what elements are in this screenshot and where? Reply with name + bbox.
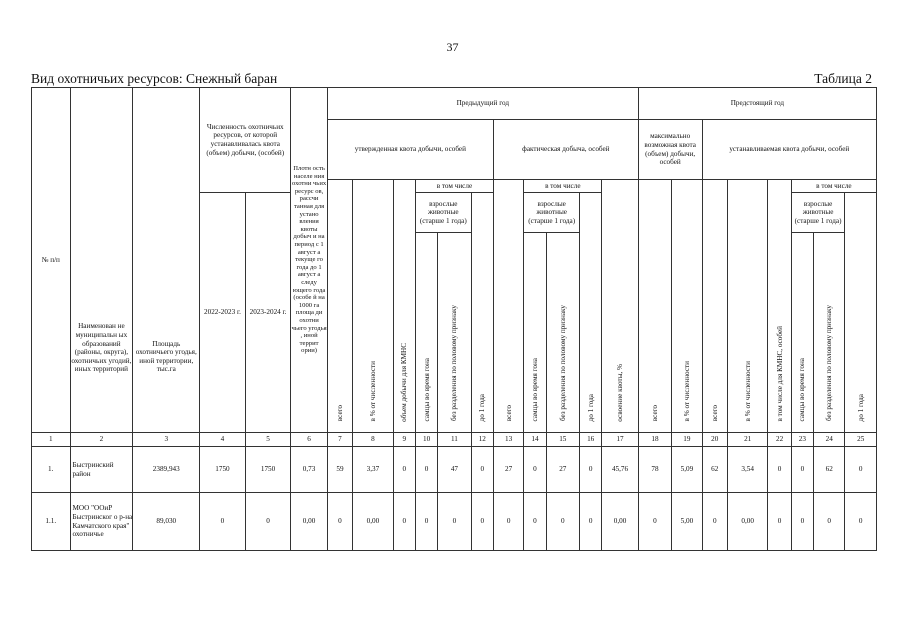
column-number: 6 bbox=[291, 433, 327, 447]
document-title: Вид охотничьих ресурсов: Снежный баран bbox=[31, 71, 278, 86]
column-number: 13 bbox=[493, 433, 523, 447]
table-cell: 27 bbox=[546, 447, 579, 493]
table-cell: 0 bbox=[814, 493, 845, 551]
table-cell: 0 bbox=[524, 493, 546, 551]
header-set-pct: в % от численности bbox=[727, 180, 768, 433]
quota-table bbox=[31, 87, 877, 551]
header-set-adults: взрослые животные (старше 1 года) bbox=[791, 193, 845, 233]
header-max-pct: в % от численности bbox=[672, 180, 702, 433]
header-approved-adults: взрослые животные (старше 1 года) bbox=[415, 193, 471, 233]
column-number: 8 bbox=[353, 433, 394, 447]
header-actual-harvest: фактическая добыча, особей bbox=[493, 120, 638, 180]
table-cell: 59 bbox=[327, 447, 352, 493]
table-cell: 0 bbox=[415, 447, 437, 493]
table-cell: 0 bbox=[768, 447, 791, 493]
column-number: 20 bbox=[702, 433, 727, 447]
table-cell: 5,09 bbox=[672, 447, 702, 493]
table-cell: 0 bbox=[471, 447, 493, 493]
table-cell: 0 bbox=[393, 493, 415, 551]
column-number: 1 bbox=[32, 433, 71, 447]
header-max-quota: максимально возможная квота (объем) добычи, особей bbox=[638, 120, 702, 180]
table-cell: 0 bbox=[580, 447, 602, 493]
table-cell: 78 bbox=[638, 447, 671, 493]
column-number: 16 bbox=[580, 433, 602, 447]
header-quota-use: освоение квоты, % bbox=[602, 180, 638, 433]
column-number: 24 bbox=[814, 433, 845, 447]
table-cell: 3,37 bbox=[353, 447, 394, 493]
header-approved-quota: утвержденная квота добычи, особей bbox=[327, 120, 493, 180]
column-number: 3 bbox=[133, 433, 200, 447]
header-actual-total: всего bbox=[493, 180, 523, 433]
header-approved-total: всего bbox=[327, 180, 352, 433]
table-cell: 0 bbox=[245, 493, 291, 551]
column-number: 11 bbox=[438, 433, 471, 447]
column-number: 9 bbox=[393, 433, 415, 447]
table-cell: 0 bbox=[200, 493, 246, 551]
header-set-including: в том числе bbox=[791, 180, 876, 193]
header-actual-adults: взрослые животные (старше 1 года) bbox=[524, 193, 580, 233]
table-cell: 0 bbox=[791, 447, 813, 493]
table-row bbox=[32, 447, 877, 493]
table-cell: 3,54 bbox=[727, 447, 768, 493]
header-approved-pct: в % от численности bbox=[353, 180, 394, 433]
column-number: 2 bbox=[70, 433, 133, 447]
header-set-total: всего bbox=[702, 180, 727, 433]
column-number: 17 bbox=[602, 433, 638, 447]
table-cell: 89,030 bbox=[133, 493, 200, 551]
header-name: Наименован не муниципальн ых образований (районы, округа), охотничьих угодий, иных территорий bbox=[70, 88, 133, 433]
table-cell: 1750 bbox=[245, 447, 291, 493]
header-population: Численность охотничьих ресурсов, от которой устанавливалась квота (объем) добычи, (особей) bbox=[200, 88, 291, 193]
column-number: 14 bbox=[524, 433, 546, 447]
table-cell: 0,00 bbox=[291, 493, 327, 551]
column-number: 4 bbox=[200, 433, 246, 447]
table-cell: 0,73 bbox=[291, 447, 327, 493]
table-cell: 0,00 bbox=[602, 493, 638, 551]
header-density: Плотн ость населе ния охотни чьих ресурс ов, рассчи танная для устано вления квоты добыч и на период с 1 август а текуще го года до 1 август а следу ющего года (особе й на 1000 га площа ди охотни чьего угодья , иной террит ории) bbox=[291, 88, 327, 433]
table-label: Таблица 2 bbox=[814, 71, 872, 86]
table-cell: 0 bbox=[580, 493, 602, 551]
header-approved-nosex: без разделения по половому признаку bbox=[438, 233, 471, 433]
header-prev-year: Предыдущий год bbox=[327, 88, 638, 120]
column-number: 12 bbox=[471, 433, 493, 447]
table-cell: 0 bbox=[524, 447, 546, 493]
table-cell: 0 bbox=[415, 493, 437, 551]
header-area: Площадь охотничьего угодья, иной территории, тыс.га bbox=[133, 88, 200, 433]
table-cell: 0 bbox=[471, 493, 493, 551]
header-kmns-volume: объем добычи для КМНС bbox=[393, 180, 415, 433]
header-actual-nosex: без разделения по половому признаку bbox=[546, 233, 579, 433]
table-cell: 0 bbox=[768, 493, 791, 551]
header-period-1: 2022-2023 г. bbox=[200, 193, 246, 433]
table-cell: 0 bbox=[546, 493, 579, 551]
header-kmns-incl: в том числе для КМНС, особей bbox=[768, 180, 791, 433]
table-cell: 1.1. bbox=[32, 493, 71, 551]
table-cell: 62 bbox=[814, 447, 845, 493]
table-cell: 0 bbox=[393, 447, 415, 493]
column-number: 25 bbox=[845, 433, 877, 447]
table-cell: 0 bbox=[845, 493, 877, 551]
header-set-nosex: без разделения по половому признаку bbox=[814, 233, 845, 433]
header-set-quota: устанавливаемая квота добычи, особей bbox=[702, 120, 876, 180]
header-set-males: самцы во время гона bbox=[791, 233, 813, 433]
header-approved-under1: до 1 года bbox=[471, 193, 493, 433]
table-cell: 45,76 bbox=[602, 447, 638, 493]
column-number: 18 bbox=[638, 433, 671, 447]
header-actual-including: в том числе bbox=[524, 180, 602, 193]
header-max-total: всего bbox=[638, 180, 671, 433]
column-number: 10 bbox=[415, 433, 437, 447]
header-period-2: 2023-2024 г. bbox=[245, 193, 291, 433]
table-cell: МОО "ООиР Быстринског о р-на Камчатского края" охотничье bbox=[70, 493, 133, 551]
header-approved-males: самцы во время гона bbox=[415, 233, 437, 433]
table-cell: 2389,943 bbox=[133, 447, 200, 493]
column-number: 5 bbox=[245, 433, 291, 447]
table-cell: 0 bbox=[493, 493, 523, 551]
table-cell: Быстринский район bbox=[70, 447, 133, 493]
table-cell: 0 bbox=[845, 447, 877, 493]
column-number: 22 bbox=[768, 433, 791, 447]
table-row bbox=[32, 493, 877, 551]
table-cell: 5,00 bbox=[672, 493, 702, 551]
header-next-year: Предстоящий год bbox=[638, 88, 876, 120]
column-number: 7 bbox=[327, 433, 352, 447]
column-number: 19 bbox=[672, 433, 702, 447]
table-cell: 62 bbox=[702, 447, 727, 493]
table-cell: 1750 bbox=[200, 447, 246, 493]
column-number: 21 bbox=[727, 433, 768, 447]
header-num: № п/п bbox=[32, 88, 71, 433]
header-actual-males: самцы во время гона bbox=[524, 233, 546, 433]
table-cell: 0 bbox=[327, 493, 352, 551]
table-cell: 0 bbox=[791, 493, 813, 551]
table-cell: 0,00 bbox=[727, 493, 768, 551]
column-number-row bbox=[32, 433, 877, 447]
column-number: 23 bbox=[791, 433, 813, 447]
table-cell: 0 bbox=[702, 493, 727, 551]
table-cell: 47 bbox=[438, 447, 471, 493]
table-cell: 0 bbox=[438, 493, 471, 551]
table-cell: 1. bbox=[32, 447, 71, 493]
header-actual-under1: до 1 года bbox=[580, 193, 602, 433]
header-set-under1: до 1 года bbox=[845, 193, 877, 433]
table-cell: 0,00 bbox=[353, 493, 394, 551]
page-number: 37 bbox=[446, 40, 459, 54]
table-cell: 0 bbox=[638, 493, 671, 551]
table-cell: 27 bbox=[493, 447, 523, 493]
column-number: 15 bbox=[546, 433, 579, 447]
header-approved-including: в том числе bbox=[415, 180, 493, 193]
